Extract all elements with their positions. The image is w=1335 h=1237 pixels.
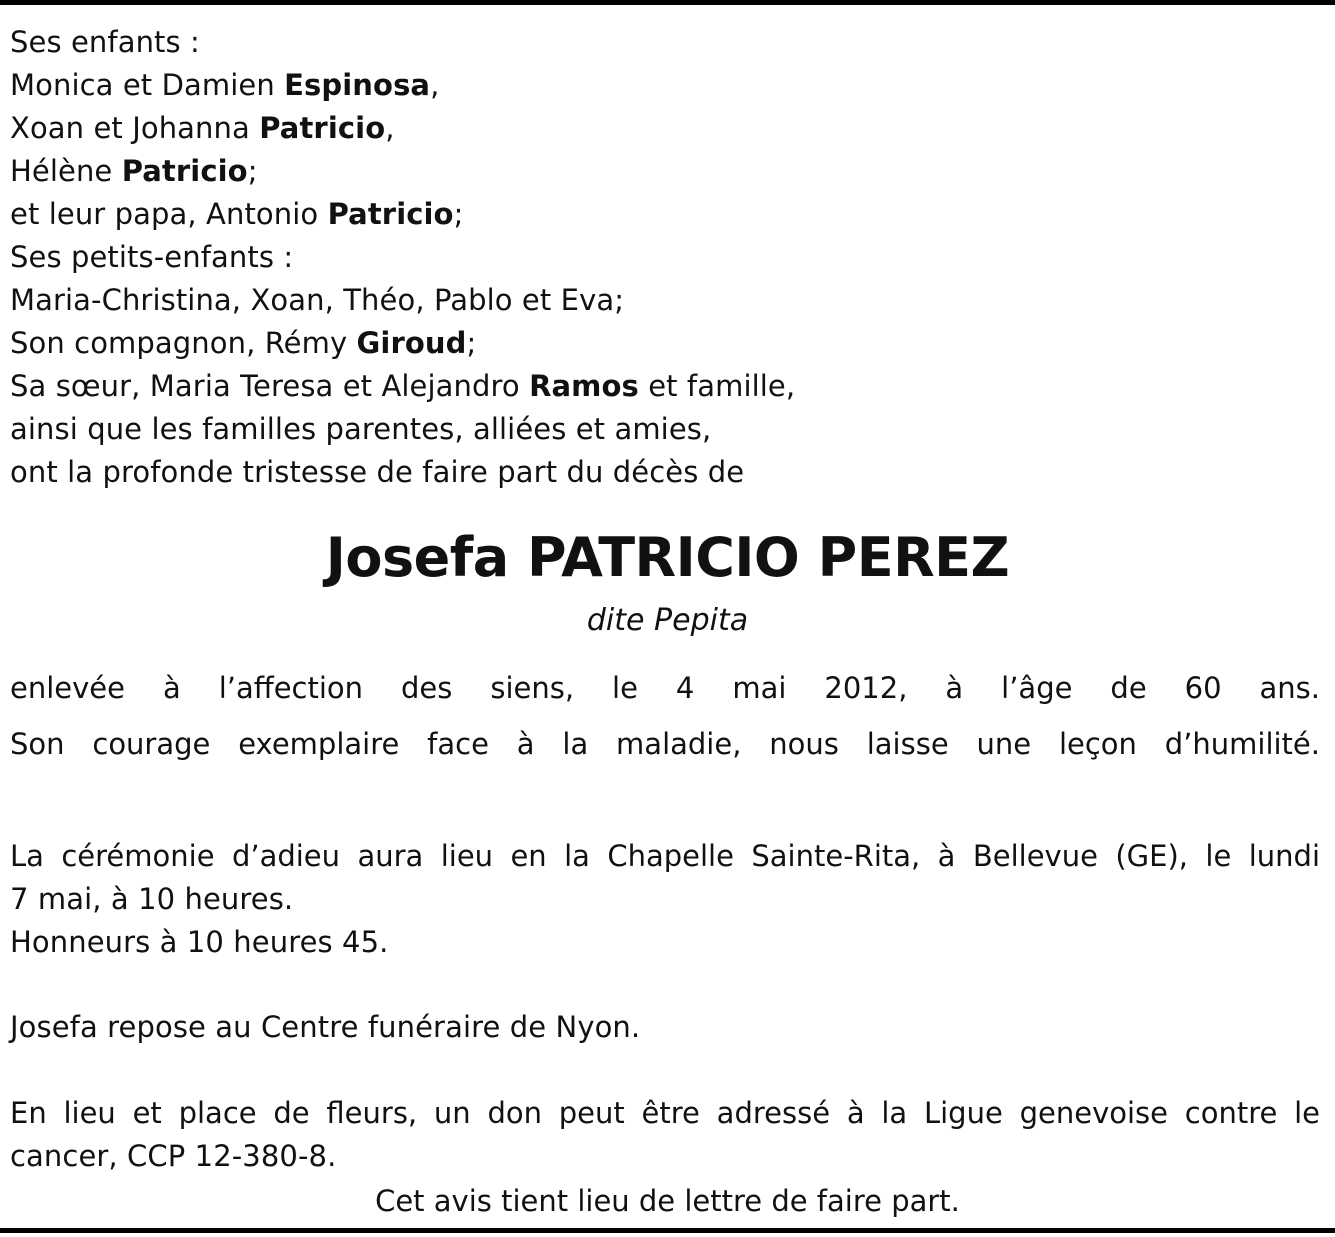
text-run: Son compagnon, Rémy xyxy=(10,326,357,360)
header-line-espinosa xyxy=(10,67,439,103)
body-rest-line: Josefa repose au Centre funéraire de Nyon. xyxy=(10,1010,641,1044)
surname-bold: Giroud xyxy=(356,326,467,360)
header-line-antonio xyxy=(10,196,463,232)
bottom-border-rule xyxy=(0,1228,1335,1233)
text-run: et leur papa, Antonio xyxy=(10,197,328,231)
header-line-grandchildren-title: Ses petits-enfants : xyxy=(10,240,294,274)
body-honours-line: Honneurs à 10 heures 45. xyxy=(10,925,389,959)
body-donation-line-1 xyxy=(10,1095,1320,1131)
deceased-nickname: dite Pepita xyxy=(586,603,749,638)
body-affection-line xyxy=(10,670,1320,706)
header-line-children-title: Ses enfants : xyxy=(10,25,200,59)
header-line-helene xyxy=(10,153,258,189)
text-run: , xyxy=(385,111,395,145)
body-courage-line xyxy=(10,726,1320,762)
text-run: En lieu et place de fleurs, un don peut être adressé à la Ligue genevoise contre le xyxy=(10,1096,1320,1130)
text-run: ; xyxy=(247,154,258,188)
text-run: , xyxy=(430,68,440,102)
text-run: Xoan et Johanna xyxy=(10,111,260,145)
header-line-xoan-johanna xyxy=(10,110,395,146)
text-run: Sa sœur, Maria Teresa et Alejandro xyxy=(10,369,530,403)
body-ceremony-line-1 xyxy=(10,838,1320,874)
text-run: Son courage exemplaire face à la maladie, nous laisse une leçon d’humilité. xyxy=(10,727,1320,761)
text-run: et famille, xyxy=(638,369,796,403)
surname-bold: Espinosa xyxy=(284,68,431,102)
text-run: Monica et Damien xyxy=(10,68,285,102)
deceased-name: Josefa PATRICIO PEREZ xyxy=(325,526,1010,589)
body-ceremony-line-2: 7 mai, à 10 heures. xyxy=(10,882,294,916)
surname-bold: Ramos xyxy=(529,369,639,403)
surname-bold: Patricio xyxy=(121,154,248,188)
surname-bold: Patricio xyxy=(259,111,386,145)
text-run: ; xyxy=(466,326,477,360)
header-line-sister xyxy=(10,368,795,404)
text-run: Hélène xyxy=(10,154,122,188)
header-line-families: ainsi que les familles parentes, alliées et amies, xyxy=(10,412,712,446)
surname-bold: Patricio xyxy=(327,197,454,231)
header-line-announcement: ont la profonde tristesse de faire part du décès de xyxy=(10,455,745,489)
text-run: La cérémonie d’adieu aura lieu en la Chapelle Sainte-Rita, à Bellevue (GE), le lundi xyxy=(10,839,1320,873)
header-line-companion xyxy=(10,325,476,361)
text-run: enlevée à l’affection des siens, le 4 mai 2012, à l’âge de 60 ans. xyxy=(10,671,1320,705)
top-border-rule xyxy=(0,0,1335,5)
header-line-grandchildren-names: Maria-Christina, Xoan, Théo, Pablo et Eva; xyxy=(10,283,625,317)
body-donation-line-2: cancer, CCP 12-380-8. xyxy=(10,1139,337,1173)
text-run: ; xyxy=(453,197,464,231)
footer-note: Cet avis tient lieu de lettre de faire part. xyxy=(375,1184,960,1218)
